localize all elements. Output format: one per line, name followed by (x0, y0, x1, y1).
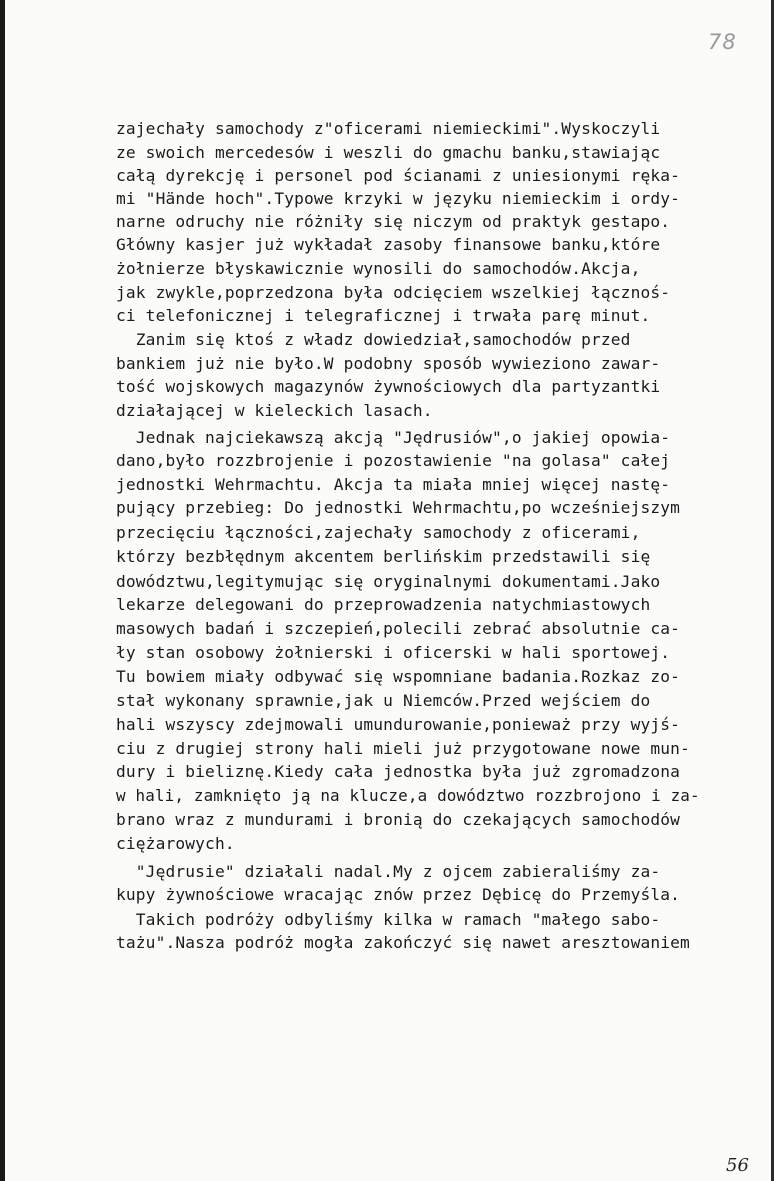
text-line: ci telefonicznej i telegraficznej i trwała parę minut. (116, 306, 651, 325)
text-line: w hali, zamknięto ją na klucze,a dowództwo rozzbrojono i za- (116, 786, 700, 805)
text-line: Zanim się ktoś z władz dowiedział,samochodów przed (116, 330, 631, 349)
text-line: całą dyrekcję i personel pod ścianami z uniesionymi ręka- (116, 166, 681, 185)
text-line: dury i bieliznę.Kiedy cała jednostka była już zgromadzona (116, 762, 681, 781)
text-line: narne odruchy nie różniły się niczym od praktyk gestapo. (116, 212, 671, 231)
text-line: żołnierze błyskawicznie wynosili do samochodów.Akcja, (116, 259, 641, 278)
text-line: mi "Hände hoch".Typowe krzyki w języku niemieckim i ordy- (116, 189, 681, 208)
text-line: Takich podróży odbyliśmy kilka w ramach "małego sabo- (116, 910, 661, 929)
text-line: Tu bowiem miały odbywać się wspomniane badania.Rozkaz zo- (116, 667, 681, 686)
page-number-top: 78 (708, 30, 737, 54)
text-line: Jednak najciekawszą akcją "Jędrusiów",o jakiej opowia- (116, 428, 671, 447)
text-line: tość wojskowych magazynów żywnościowych dla partyzantki (116, 377, 661, 396)
text-line: stał wykonany sprawnie,jak u Niemców.Przed wejściem do (116, 691, 651, 710)
text-line: którzy bezbłędnym akcentem berlińskim przedstawili się (116, 547, 651, 566)
text-line: ły stan osobowy żołnierski i oficerski w hali sportowej. (116, 643, 671, 662)
text-line: jak zwykle,poprzedzona była odcięciem wszelkiej łącznoś- (116, 283, 671, 302)
page-number-bottom: 56 (726, 1155, 749, 1176)
text-line: bankiem już nie było.W podobny sposób wywieziono zawar- (116, 354, 661, 373)
text-line: dano,było rozzbrojenie i pozostawienie "na golasa" całej (116, 451, 671, 470)
text-line: hali wszyscy zdejmowali umundurowanie,ponieważ przy wyjś- (116, 715, 681, 734)
text-line: masowych badań i szczepień,polecili zebrać absolutnie ca- (116, 619, 681, 638)
text-line: zajechały samochody z"oficerami niemieckimi".Wyskoczyli (116, 119, 661, 138)
text-line: "Jędrusie" działali nadal.My z ojcem zabieraliśmy za- (116, 862, 661, 881)
text-line: kupy żywnościowe wracając znów przez Dębicę do Przemyśla. (116, 885, 681, 904)
text-line: ciężarowych. (116, 834, 235, 853)
text-line: tażu".Nasza podróż mogła zakończyć się nawet aresztowaniem (116, 933, 690, 952)
text-line: brano wraz z mundurami i bronią do czekających samochodów (116, 810, 681, 829)
text-line: jednostki Wehrmachtu. Akcja ta miała mniej więcej nastę- (116, 475, 671, 494)
text-line: ze swoich mercedesów i weszli do gmachu banku,stawiając (116, 143, 661, 162)
text-line: Główny kasjer już wykładał zasoby finansowe banku,które (116, 235, 661, 254)
text-line: działającej w kieleckich lasach. (116, 401, 433, 420)
text-line: dowództwu,legitymując się oryginalnymi dokumentami.Jako (116, 572, 661, 591)
text-line: przecięciu łączności,zajechały samochody z oficerami, (116, 523, 641, 542)
text-line: ciu z drugiej strony hali mieli już przygotowane nowe mun- (116, 739, 690, 758)
text-line: lekarze delegowani do przeprowadzenia natychmiastowych (116, 595, 651, 614)
text-line: pujący przebieg: Do jednostki Wehrmachtu,po wcześniejszym (116, 498, 681, 517)
